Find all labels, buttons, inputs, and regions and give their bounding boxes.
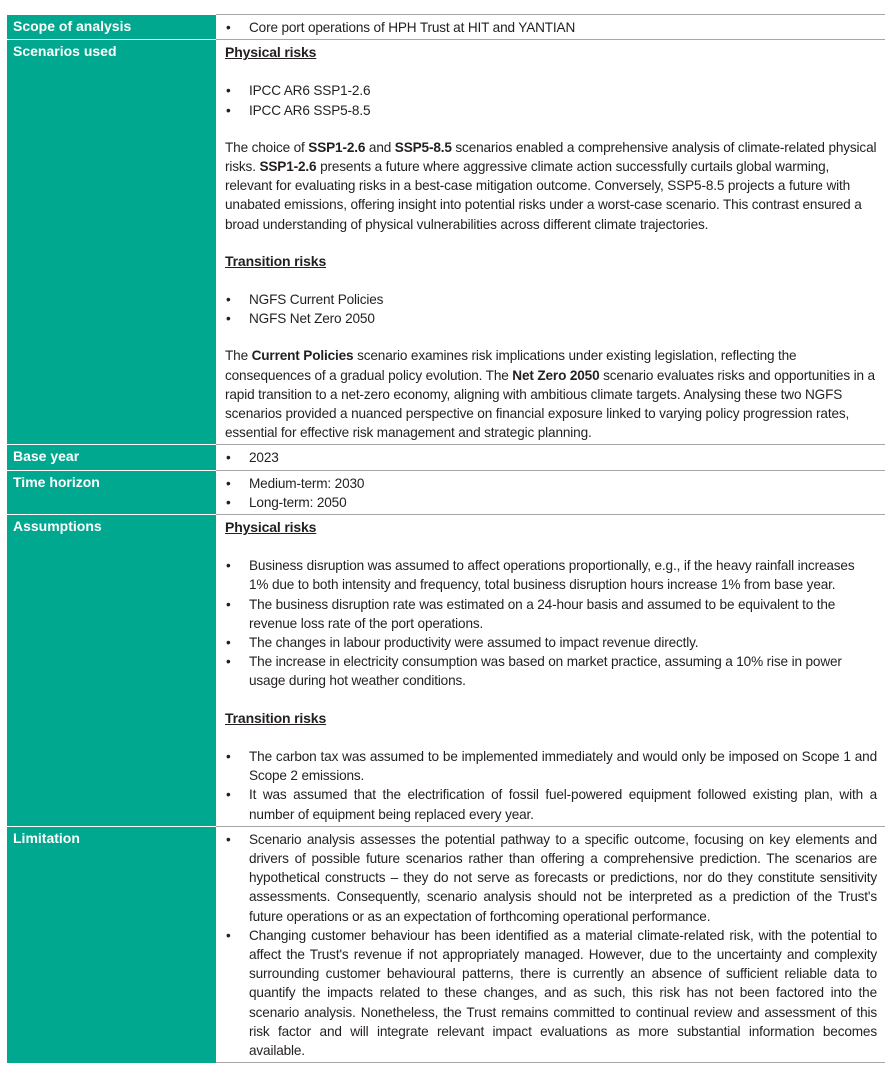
row-value: [216, 826, 885, 1062]
section-heading: Physical risks: [225, 519, 317, 536]
row-assumptions: [7, 515, 885, 827]
scenario-table-wrapper: [7, 14, 885, 1063]
row-time-horizon: [7, 470, 885, 514]
row-scenarios: [7, 40, 885, 445]
list-item: • Medium-term: 2030: [225, 474, 877, 493]
list-item: • IPCC AR6 SSP5-8.5: [225, 101, 877, 120]
row-value: [216, 515, 885, 827]
list-item: • Business disruption was assumed to affect operations proportionally, e.g., if the heavy rainfall increases 1% due to both intensity and frequency, total business disruption hours increase 1% from base year.: [225, 556, 877, 594]
paragraph: The choice of SSP1-2.6 and SSP5-8.5 scenarios enabled a comprehensive analysis of climate-related physical risks. SSP1-2.6 presents a future where aggressive climate action successfully curtails global warming, relevant for evaluating risks in a best-case mitigation outcome. Conversely, SSP5-8.5 projects a future with unabated emissions, offering insight into potential risks under a worst-case scenario. This contrast ensured a broad understanding of physical vulnerabilities across different climate trajectories.: [225, 139, 877, 232]
row-label: Assumptions: [7, 515, 216, 827]
row-label: Scenarios used: [7, 40, 216, 445]
paragraph: The Current Policies scenario examines risk implications under existing legislation, reflecting the consequences of a gradual policy evolution. The Net Zero 2050 scenario evaluates risks and opportunities in a rapid transition to a net-zero economy, aligning with ambitious climate targets. Analysing these two NGFS scenarios provided a nuanced perspective on financial exposure linked to varying policy progression rates, essential for effective risk management and strategic planning.: [225, 348, 875, 441]
row-label: Scope of analysis: [7, 15, 216, 40]
list-item: • NGFS Net Zero 2050: [225, 309, 877, 328]
list-item: • The business disruption rate was estimated on a 24-hour basis and assumed to be equivalent to the revenue loss rate of the port operations.: [225, 595, 877, 633]
row-base-year: [7, 445, 885, 470]
row-value: [216, 470, 885, 514]
list-item: • Scenario analysis assesses the potential pathway to a specific outcome, focusing on key elements and drivers of possible future scenarios rather than offering a comprehensive prediction. The scenarios are hypothetical constructs – they do not serve as forecasts or predictions, nor do they constitute sensitivity assessments. Consequently, scenario analysis should not be interpreted as a prediction of the Trust's future operations or as an expectation of forthcoming operational performance.: [225, 830, 877, 926]
list-item: • The changes in labour productivity were assumed to impact revenue directly.: [225, 633, 877, 652]
row-value: [216, 445, 885, 470]
scenario-analysis-table: [7, 14, 885, 1063]
row-label: Limitation: [7, 826, 216, 1062]
list-item: • It was assumed that the electrification of fossil fuel-powered equipment followed existing plan, with a number of equipment being replaced every year.: [225, 785, 877, 823]
section-heading: Physical risks: [225, 44, 317, 61]
row-label: Base year: [7, 445, 216, 470]
list-item: • 2023: [225, 448, 877, 467]
row-value: [216, 40, 885, 445]
section-heading: Transition risks: [225, 709, 327, 726]
row-limitation: [7, 826, 885, 1062]
list-item: • Core port operations of HPH Trust at HIT and YANTIAN: [225, 18, 877, 37]
list-item: • NGFS Current Policies: [225, 290, 877, 309]
list-item: • Changing customer behaviour has been identified as a material climate-related risk, with the potential to affect the Trust's revenue if not appropriately managed. However, due to the uncertainty and complexity surrounding customer behavioural patterns, there is currently an absence of sufficient reliable data to quantify the impacts related to these changes, and as such, this risk has not been factored into the scenario analysis. Nonetheless, the Trust remains committed to continual review and assessment of this risk factor and will integrate relevant impact evaluations as more substantial information becomes available.: [225, 926, 877, 1060]
list-item: • The carbon tax was assumed to be implemented immediately and would only be imposed on Scope 1 and Scope 2 emissions.: [225, 747, 877, 785]
row-scope: [7, 15, 885, 40]
list-item: • The increase in electricity consumption was based on market practice, assuming a 10% rise in power usage during hot weather conditions.: [225, 652, 877, 690]
row-label: Time horizon: [7, 470, 216, 514]
list-item: • IPCC AR6 SSP1-2.6: [225, 81, 877, 100]
section-heading: Transition risks: [225, 252, 327, 269]
list-item: • Long-term: 2050: [225, 493, 877, 512]
row-value: [216, 15, 885, 40]
